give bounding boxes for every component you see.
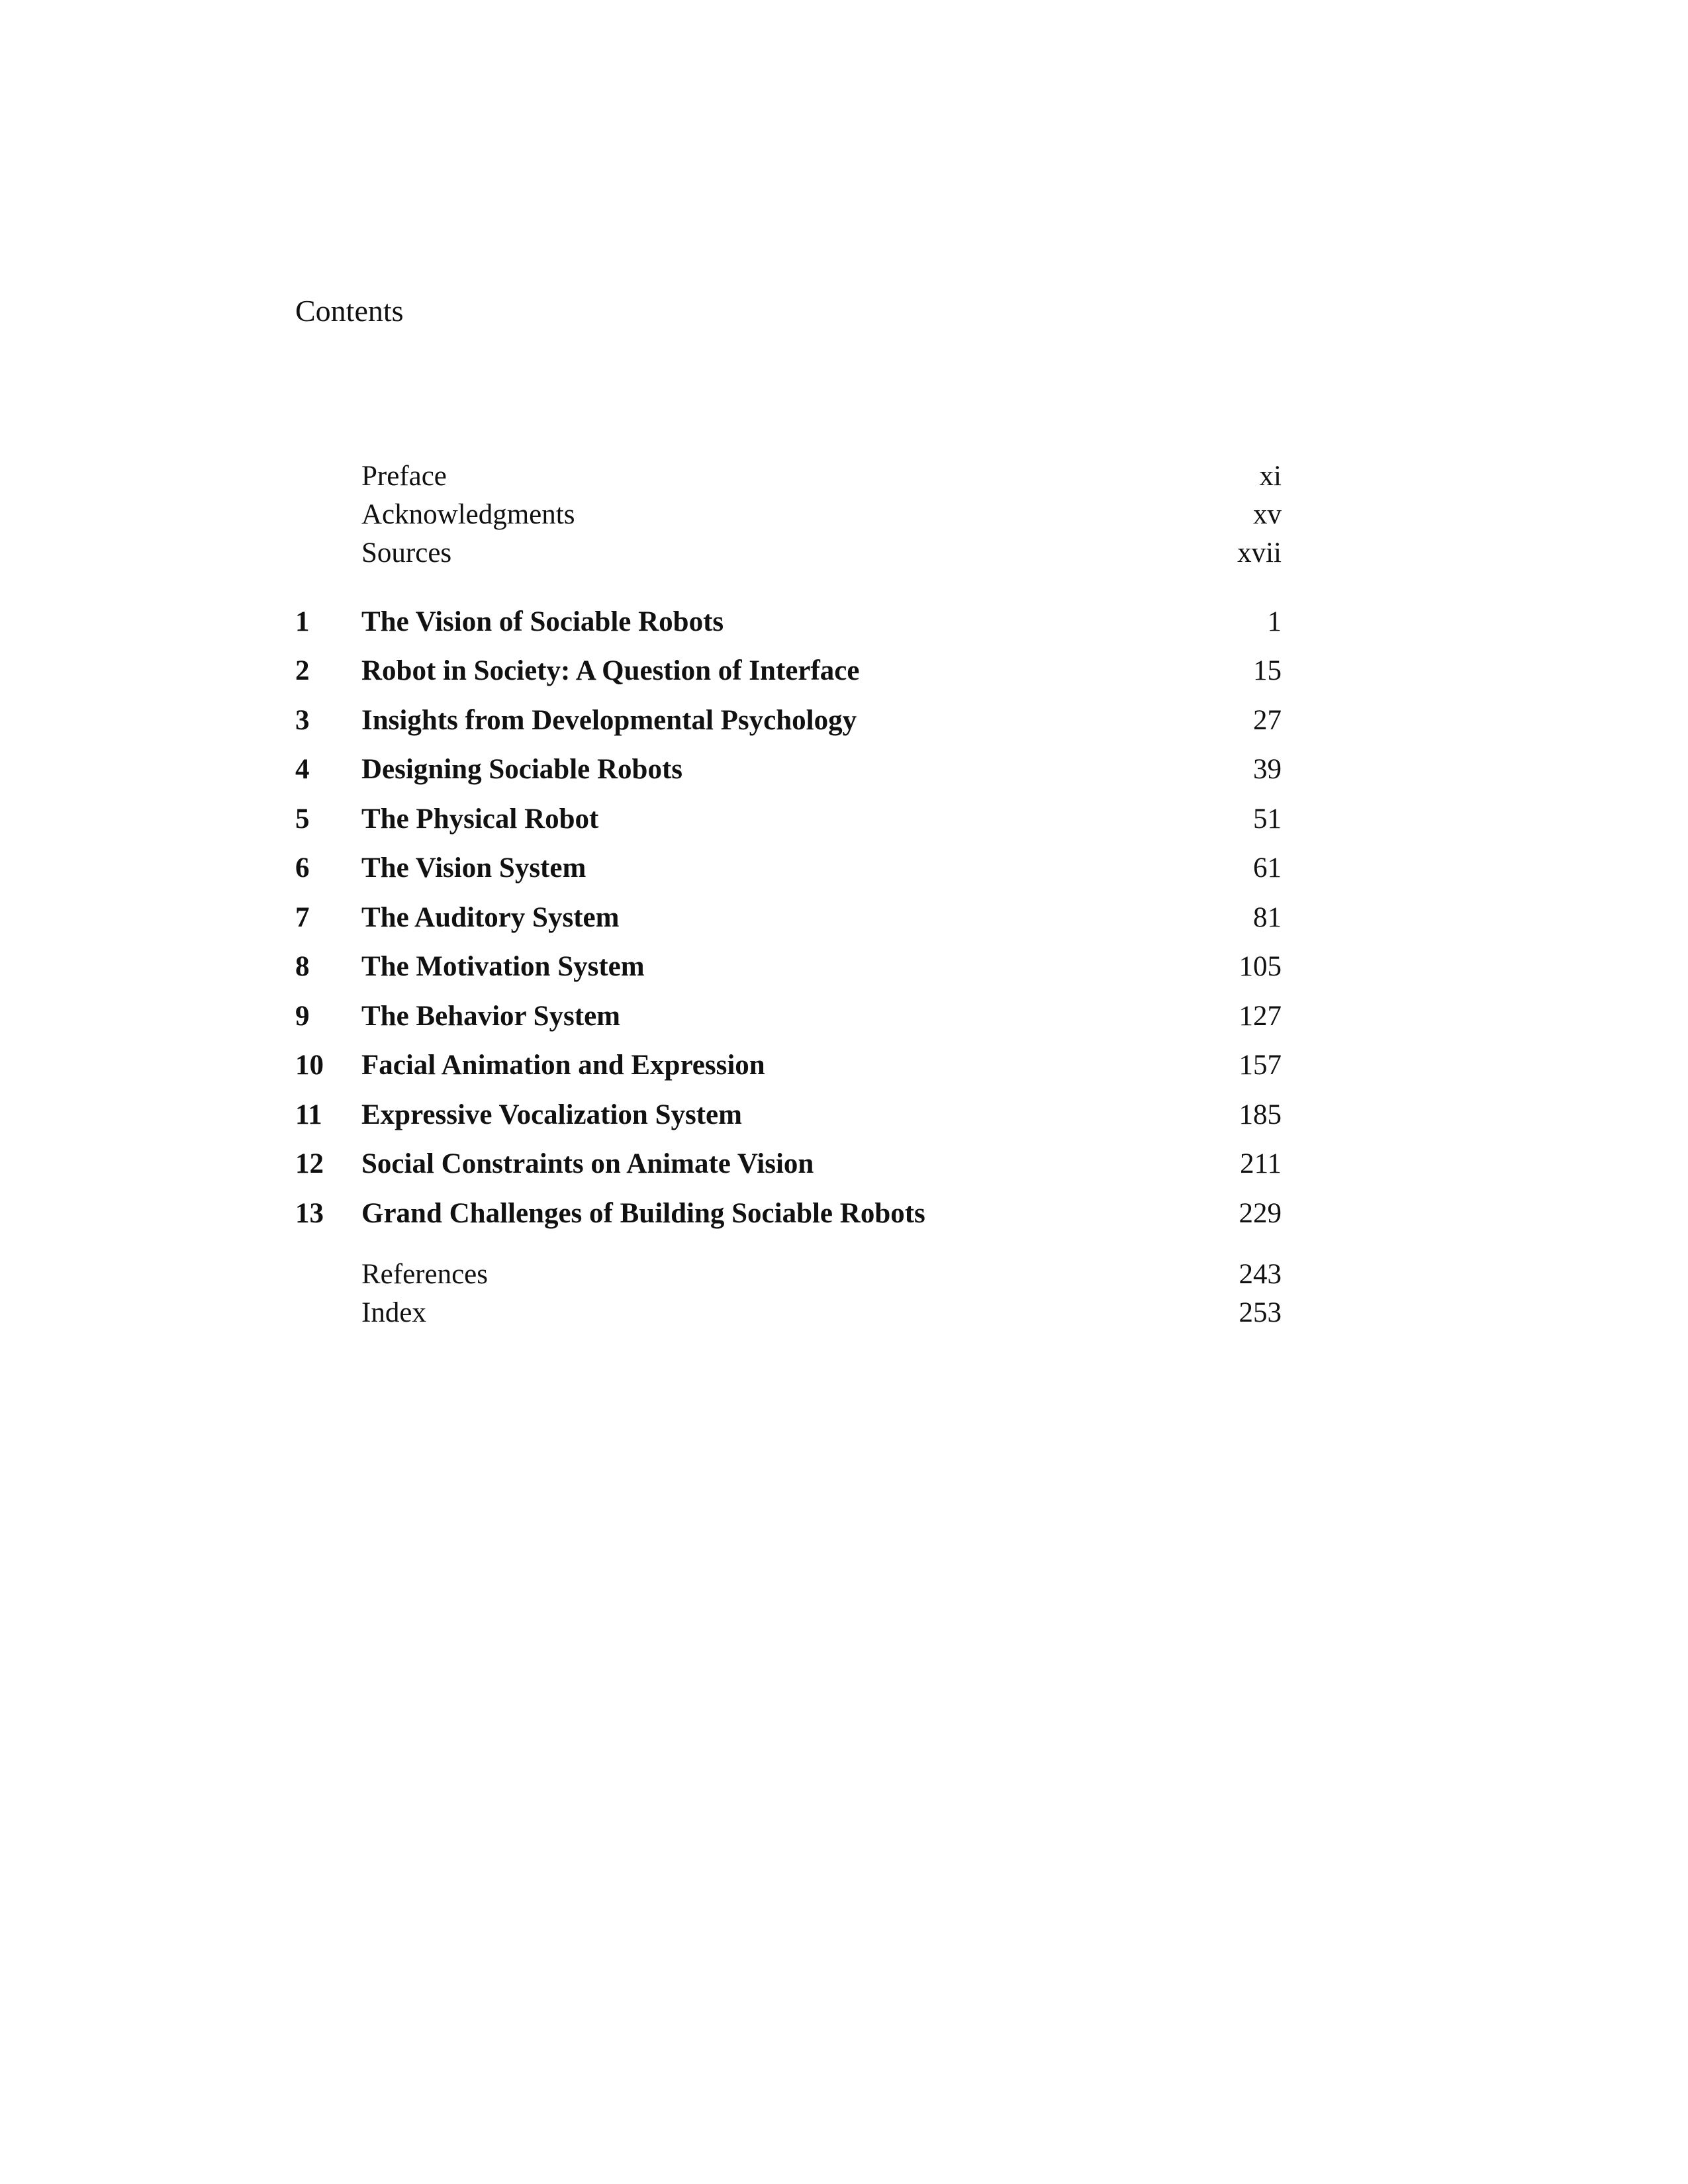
toc-entry-sources[interactable] (295, 533, 1282, 572)
page-title: Contents (295, 294, 404, 328)
chapter-number: 12 (295, 1148, 324, 1180)
chapter-page: 15 (1253, 655, 1282, 687)
chapter-title: Expressive Vocalization System (361, 1099, 742, 1130)
chapter-number: 1 (295, 606, 310, 637)
chapter-number: 4 (295, 754, 310, 786)
chapter-page: 127 (1239, 1000, 1282, 1032)
toc-entry-acknowledgments[interactable] (295, 495, 1282, 533)
chapter-title: The Physical Robot (361, 803, 599, 835)
back-matter-list (295, 1255, 1282, 1332)
entry-title: Preface (361, 460, 447, 492)
toc-entry-chapter-7[interactable] (295, 893, 1282, 942)
chapter-title: The Motivation System (361, 951, 645, 983)
toc-entry-chapter-1[interactable] (295, 597, 1282, 647)
chapter-number: 3 (295, 704, 310, 736)
chapter-page: 1 (1267, 606, 1282, 637)
chapter-page: 61 (1253, 852, 1282, 884)
chapter-page: 39 (1253, 754, 1282, 786)
chapter-number: 7 (295, 901, 310, 933)
toc-entry-chapter-13[interactable] (295, 1189, 1282, 1238)
toc-entry-chapter-4[interactable] (295, 745, 1282, 795)
toc-entry-chapter-9[interactable] (295, 991, 1282, 1041)
entry-title: Acknowledgments (361, 498, 575, 530)
chapter-title: The Auditory System (361, 901, 620, 933)
entry-page: xi (1259, 460, 1282, 492)
entry-page: 243 (1239, 1259, 1282, 1290)
toc-entry-chapter-5[interactable] (295, 794, 1282, 844)
chapter-title: Designing Sociable Robots (361, 754, 683, 786)
entry-page: xvii (1237, 537, 1282, 569)
chapter-page: 27 (1253, 704, 1282, 736)
entry-title: References (361, 1259, 488, 1290)
chapter-page: 157 (1239, 1050, 1282, 1081)
front-matter-list (295, 457, 1282, 572)
chapter-title: The Vision System (361, 852, 586, 884)
chapter-number: 8 (295, 951, 310, 983)
chapter-title: Insights from Developmental Psychology (361, 704, 857, 736)
chapter-number: 5 (295, 803, 310, 835)
toc-entry-index[interactable] (295, 1294, 1282, 1332)
chapter-page: 51 (1253, 803, 1282, 835)
chapter-page: 81 (1253, 901, 1282, 933)
entry-title: Sources (361, 537, 452, 569)
toc-entry-preface[interactable] (295, 457, 1282, 495)
chapter-page: 211 (1240, 1148, 1282, 1180)
chapter-page: 105 (1239, 951, 1282, 983)
toc-entry-chapter-3[interactable] (295, 696, 1282, 745)
chapter-title: The Behavior System (361, 1000, 620, 1032)
chapter-number: 13 (295, 1197, 324, 1229)
chapter-title: The Vision of Sociable Robots (361, 606, 724, 637)
toc-entry-chapter-10[interactable] (295, 1041, 1282, 1091)
chapter-title: Social Constraints on Animate Vision (361, 1148, 814, 1180)
toc-entry-chapter-2[interactable] (295, 647, 1282, 696)
chapter-page: 185 (1239, 1099, 1282, 1130)
chapter-page: 229 (1239, 1197, 1282, 1229)
entry-page: 253 (1239, 1297, 1282, 1328)
chapter-number: 2 (295, 655, 310, 687)
chapter-title: Facial Animation and Expression (361, 1050, 765, 1081)
toc-entry-chapter-11[interactable] (295, 1090, 1282, 1140)
chapter-number: 9 (295, 1000, 310, 1032)
entry-page: xv (1253, 498, 1282, 530)
table-of-contents (295, 457, 1282, 1332)
chapter-list (295, 597, 1282, 1238)
chapter-number: 10 (295, 1050, 324, 1081)
entry-title: Index (361, 1297, 426, 1328)
toc-entry-chapter-8[interactable] (295, 942, 1282, 992)
chapter-title: Grand Challenges of Building Sociable Robots (361, 1197, 925, 1229)
chapter-number: 6 (295, 852, 310, 884)
toc-entry-chapter-6[interactable] (295, 844, 1282, 893)
toc-entry-references[interactable] (295, 1255, 1282, 1294)
toc-entry-chapter-12[interactable] (295, 1140, 1282, 1189)
chapter-number: 11 (295, 1099, 322, 1130)
chapter-title: Robot in Society: A Question of Interface (361, 655, 860, 687)
